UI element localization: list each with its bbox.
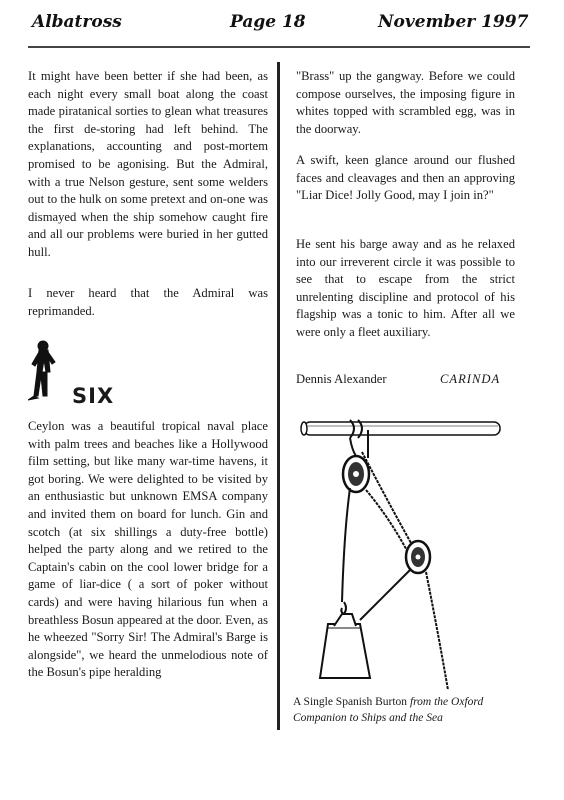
caption-title: A Single Spanish Burton — [293, 696, 410, 708]
page-number: Page 18 — [230, 12, 306, 32]
column-divider — [277, 62, 280, 730]
publication-title: Albatross — [32, 12, 122, 32]
header-rule — [28, 46, 530, 48]
right-paragraph-3: He sent his barge away and as he relaxed into our irreverent circle it was possible to see that to escape from the strict unrelenting discipline and protocol of his flagship was a tonic to him. After all we were only a fleet auxiliary. — [296, 237, 515, 339]
right-paragraph-1: "Brass" up the gangway. Before we could compose ourselves, the imposing figure in whites topped with scrambled egg, was in the doorway. — [296, 69, 515, 136]
left-paragraph-2: I never heard that the Admiral was reprimanded. — [28, 286, 268, 318]
ship-name: CARINDA — [440, 372, 501, 386]
section-title: SIX — [72, 384, 115, 408]
issue-date: November 1997 — [378, 12, 529, 32]
right-paragraph-2: A swift, keen glance around our flushed faces and cleavages and then an approving "Liar Dice! Jolly Good, may I join in?" — [296, 153, 515, 203]
left-paragraph-1: It might have been better if she had been, as each night every small boat along the coast made piratanical sorties to glean what treasures the first de-storing had left behind. The explanations, accounting and post-mortem promised to be agonising. But the Admiral, with a true Nelson gesture, sent some welders out to the hulk on some pretext and on-one was dismayed when the ship somehow caught fire and all our problems were buried in her gutted hull. — [28, 69, 268, 259]
caption-source: from the Oxford Companion to Ships and the Sea — [293, 696, 484, 724]
author-name: Dennis Alexander — [296, 372, 387, 386]
spanish-burton-illustration — [298, 392, 512, 692]
illustration-caption — [293, 694, 523, 726]
left-paragraph-3: Ceylon was a beautiful tropical naval place with palm trees and beaches like a Hollywood film setting, but like many war-time havens, it got boring. We were delighted to be visited by an enthusiastic but unknown EMSA company and invited them on board for lunch. Gin and scotch (at six shillings a duty-free bottle) helped the party along and we retired to the Captain's cabin on the cool lower bridge for a game of liar-dice ( a sort of poker without cards) and were having hilarious fun when a breathless Bosun appeared at the door. Even, as he wheezed "Sorry Sir! The Admiral's Barge is alongside", we heard the unmelodious note of the Bosun's pipe heralding — [28, 419, 268, 680]
pulley-tackle-icon — [298, 392, 512, 692]
page-header — [30, 8, 530, 42]
section-six-heading — [28, 336, 115, 416]
